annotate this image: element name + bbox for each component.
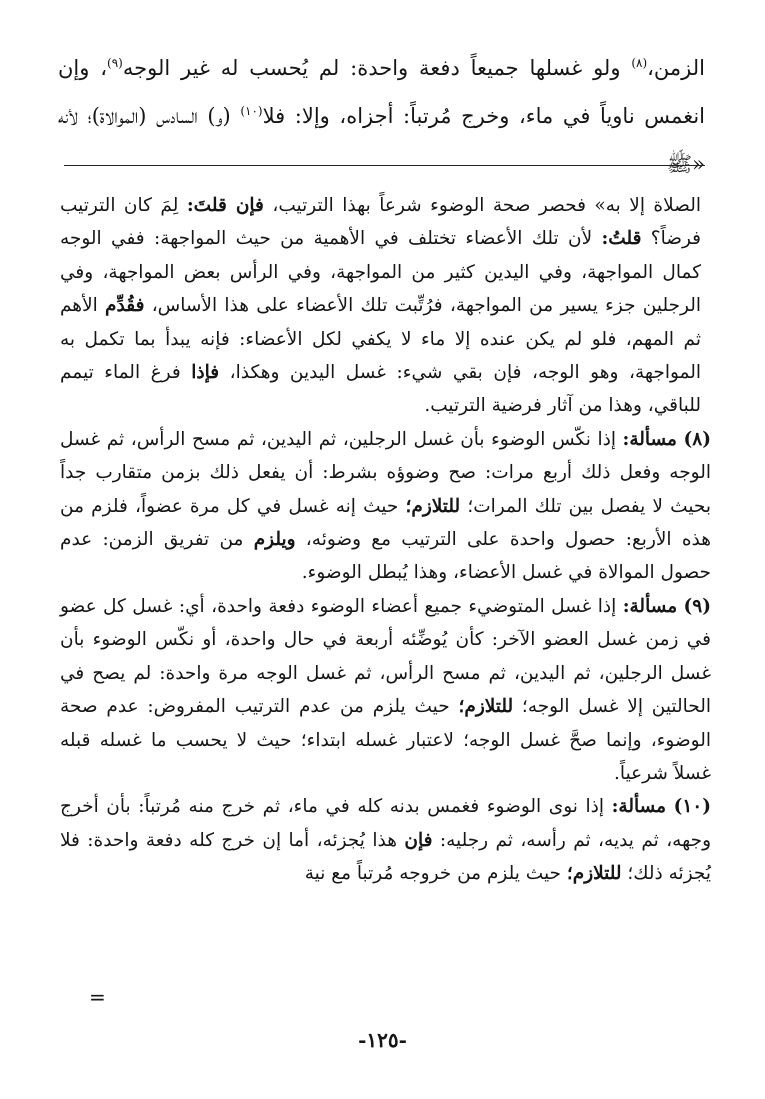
note-text: لأن تلك الأعضاء تختلف في الأهمية من حيث المواجهة: ففي الوجه كمال المواجهة، وفي اليدين كثير من المواجهة، وفي الرأس بعض المواجهة، وفي الرجلين جزء يسير من المواجهة، فرُتِّبت تلك الأعضاء على هذا الأساس،: [60, 228, 701, 317]
footnote-number: (١٠): [673, 796, 711, 818]
note-text: الأهم ثم المهم، فلو لم يكن عنده إلا ماء لا يكفي لكل الأعضاء: فإنه يبدأ بما تكمل به المواجهة، وهو الوجه، فإن بقي شيء: غسل اليدين وهكذا،: [60, 295, 701, 384]
continuation-mark: =: [89, 985, 106, 1009]
note-text: حيث إنه غسل في كل مرة عضواً، فلزم من هذه الأربع: حصول واحدة على الترتيب مع وضوئه،: [60, 495, 711, 551]
note-text: إذا نوى الوضوء فغمس بدنه كله في ماء، ثم خرج منه مُرتباً: بأن أخرج وجهه، ثم يديه، ثم رأسه، ثم رجليه:: [60, 796, 711, 851]
note-keyword: للتلازم؛: [458, 696, 514, 718]
note-text: حيث يلزم من خروجه مُرتباً مع نية: [304, 863, 567, 885]
main-text-block: [58, 44, 705, 188]
note-text: لِمَ كان الترتيب فرضاً؟: [60, 195, 701, 250]
footnote-ref-9[interactable]: (٩): [107, 56, 123, 70]
note-text: إذا غسل المتوضيء جميع أعضاء الوضوء دفعة واحدة، أي: غسل كل عضو في زمن غسل العضو الآخر: كأن يُوضِّئه أربعة في حال واحدة، أو نكّس الوضوء بأن غسل الرجلين، ثم اليدين، ثم مسح الرأس، ثم غسل الوجه مرة واحدة: لم يصح في الحالتين إلا غسل الوجه؛: [60, 595, 712, 718]
footnotes-block: [60, 189, 711, 891]
note-text: الصلاة إلا به» فحصر صحة الوضوء شرعاً بهذا الترتيب،: [263, 195, 701, 216]
footnote-label: مسألة:: [622, 428, 677, 450]
note-text: فرغ الماء تيمم للباقي، وهذا من آثار فرضية الترتيب.: [60, 362, 701, 417]
note-keyword: فإن: [404, 829, 433, 851]
note-keyword: فإن قلتَ:: [186, 195, 264, 216]
footnote-10: [60, 790, 711, 890]
footnote-label: مسألة:: [611, 796, 667, 818]
note-text: حيث يلزم من عدم الترتيب المفروض: عدم صحة الوضوء، وإنما صحَّ غسل الوجه؛ لاعتبار غسله ابتداء؛ حيث لا يحسب ما غسله قبله غسلاً شرعياً.: [60, 696, 711, 784]
note-keyword: فقُدِّم: [105, 295, 145, 317]
footnote-separator: [64, 165, 705, 166]
footnote-ref-10[interactable]: (١٠): [240, 104, 263, 118]
note-keyword: للتلازم؛: [405, 495, 461, 517]
note-text: هذا يُجزئه، أما إن خرج كله دفعة واحدة: فلا يُجزئه ذلك؛: [60, 829, 711, 885]
note-keyword: للتلازم؛: [566, 863, 622, 885]
note-keyword: قلتُ:: [601, 228, 642, 250]
footnote-continuation: [60, 189, 711, 423]
footnote-number: (٨): [683, 428, 711, 450]
footnote-8: [60, 423, 711, 590]
footnote-number: (٩): [683, 595, 711, 617]
note-keyword: ويلزم: [253, 529, 296, 551]
note-keyword: فإذا: [191, 362, 220, 384]
note-text: من تفريق الزمن: عدم حصول الموالاة في غسل الأعضاء، وهذا يُبطل الوضوء.: [60, 529, 711, 584]
footnote-9: [60, 590, 711, 790]
main-text-segment: ، وإن انغمس ناوياً في ماء، وخرج مُرتباً: أجزاه، وإلا: فلا: [58, 56, 706, 128]
page-number: -١٢٥-: [358, 1028, 407, 1052]
footnote-ref-8[interactable]: (٨): [631, 56, 648, 70]
main-text-segment: الزمن،: [647, 56, 705, 80]
main-text-segment: ولو غسلها جميعاً دفعة واحدة: لم يُحسب له غير الوجه: [122, 56, 632, 80]
main-text-segment: (و) السادس (الموالاة)؛ لأنه «ﷺ: [58, 104, 705, 176]
footnote-label: مسألة:: [622, 595, 678, 617]
note-text: إذا نكّس الوضوء بأن غسل الرجلين، ثم اليدين، ثم مسح الرأس، ثم غسل الوجه وفعل ذلك أربع مرات: صح وضوؤه بشرط: أن يفعل ذلك بزمن متقارب جداً بحيث لا يفصل بين تلك المرات؛: [60, 428, 711, 517]
